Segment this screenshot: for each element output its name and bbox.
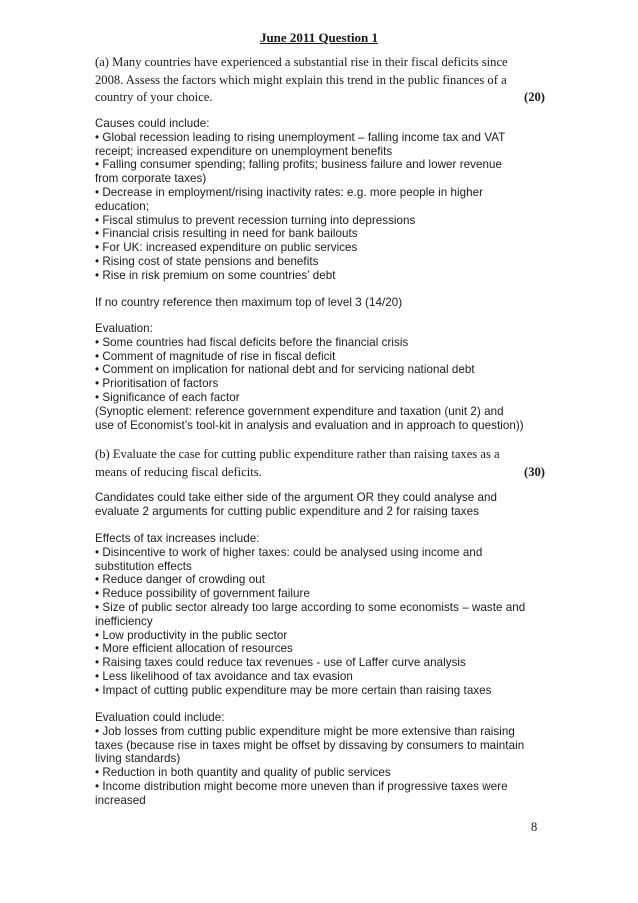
list-item: • Low productivity in the public sector	[95, 628, 288, 642]
list-item: receipt; increased expenditure on unemployment benefits	[95, 144, 393, 158]
list-item: • Reduction in both quantity and quality of public services	[95, 766, 391, 780]
list-item: • Financial crisis resulting in need for bank bailouts	[95, 227, 358, 241]
list-item: • Raising taxes could reduce tax revenues - use of Laffer curve analysis	[95, 656, 466, 670]
section-heading: Effects of tax increases include:	[95, 532, 260, 545]
page-title: June 2011 Question 1	[259, 30, 379, 45]
list-item: • More efficient allocation of resources	[95, 642, 293, 656]
note-line: Candidates could take either side of the argument OR they could analyse and	[95, 491, 498, 504]
list-item: • Falling consumer spending; falling profits; business failure and lower revenue	[95, 158, 502, 172]
candidates-note	[95, 491, 545, 519]
question-line: (a) Many countries have experienced a substantial rise in their fiscal deficits since	[95, 55, 508, 69]
list-item: • For UK: increased expenditure on public services	[95, 241, 358, 255]
note-text: If no country reference then maximum top of level 3 (14/20)	[95, 296, 403, 309]
question-b	[95, 446, 545, 481]
list-item: • Fiscal stimulus to prevent recession turning into depressions	[95, 213, 416, 227]
question-a	[95, 54, 545, 107]
list-item: inefficiency	[95, 614, 153, 628]
page-number: 8	[531, 820, 538, 834]
list-item: substitution effects	[95, 559, 192, 573]
section-heading: Evaluation:	[95, 322, 153, 335]
list-item: • Prioritisation of factors	[95, 377, 219, 391]
list-item: • Comment of magnitude of rise in fiscal deficit	[95, 349, 336, 363]
list-item: • Rising cost of state pensions and benefits	[95, 254, 319, 268]
list-item: • Reduce possibility of government failure	[95, 587, 310, 601]
list-item: • Rise in risk premium on some countries’ debt	[95, 268, 336, 282]
list-item: • Significance of each factor	[95, 390, 240, 404]
list-item: • Job losses from cutting public expenditure might be more extensive than raising	[95, 724, 515, 738]
marks-a: (20)	[524, 90, 545, 104]
list-item: use of Economist’s tool-kit in analysis and evaluation and in approach to question))	[95, 418, 524, 432]
list-item: • Less likelihood of tax avoidance and tax evasion	[95, 669, 353, 683]
list-item: • Comment on implication for national debt and for servicing national debt	[95, 363, 475, 377]
evaluation-b-section	[95, 711, 545, 808]
list-item: • Impact of cutting public expenditure may be more certain than raising taxes	[95, 683, 492, 697]
evaluation-a-section	[95, 322, 545, 432]
list-item: • Reduce danger of crowding out	[95, 573, 265, 587]
question-line: 2008. Assess the factors which might explain this trend in the public finances of a	[95, 72, 507, 87]
list-item: • Size of public sector already too large according to some economists – waste and	[95, 600, 526, 614]
list-item: • Global recession leading to rising unemployment – falling income tax and VAT	[95, 130, 506, 144]
list-item: • Decrease in employment/rising inactivity rates: e.g. more people in higher	[95, 185, 484, 199]
list-item: • Some countries had fiscal deficits before the financial crisis	[95, 335, 409, 349]
causes-section	[95, 117, 545, 283]
list-item: education;	[95, 199, 150, 213]
no-country-note	[95, 296, 545, 310]
note-line: evaluate 2 arguments for cutting public expenditure and 2 for raising taxes	[95, 504, 479, 518]
list-item: • Disincentive to work of higher taxes: could be analysed using income and	[95, 545, 483, 559]
section-heading: Causes could include:	[95, 117, 210, 130]
question-line: country of your choice.	[95, 90, 213, 104]
section-heading: Evaluation could include:	[95, 711, 225, 724]
question-line: (b) Evaluate the case for cutting public expenditure rather than raising taxes as a	[95, 447, 500, 461]
list-item: • Income distribution might become more uneven than if progressive taxes were	[95, 779, 508, 793]
list-item: increased	[95, 793, 146, 807]
marks-b: (30)	[524, 464, 545, 479]
list-item: from corporate taxes)	[95, 172, 207, 186]
list-item: taxes (because rise in taxes might be offset by dissaving by consumers to maintain	[95, 738, 525, 752]
effects-section	[95, 532, 545, 698]
list-item: living standards)	[95, 752, 181, 766]
list-item: (Synoptic element: reference government expenditure and taxation (unit 2) and	[95, 404, 504, 418]
question-line: means of reducing fiscal deficits.	[95, 464, 262, 479]
